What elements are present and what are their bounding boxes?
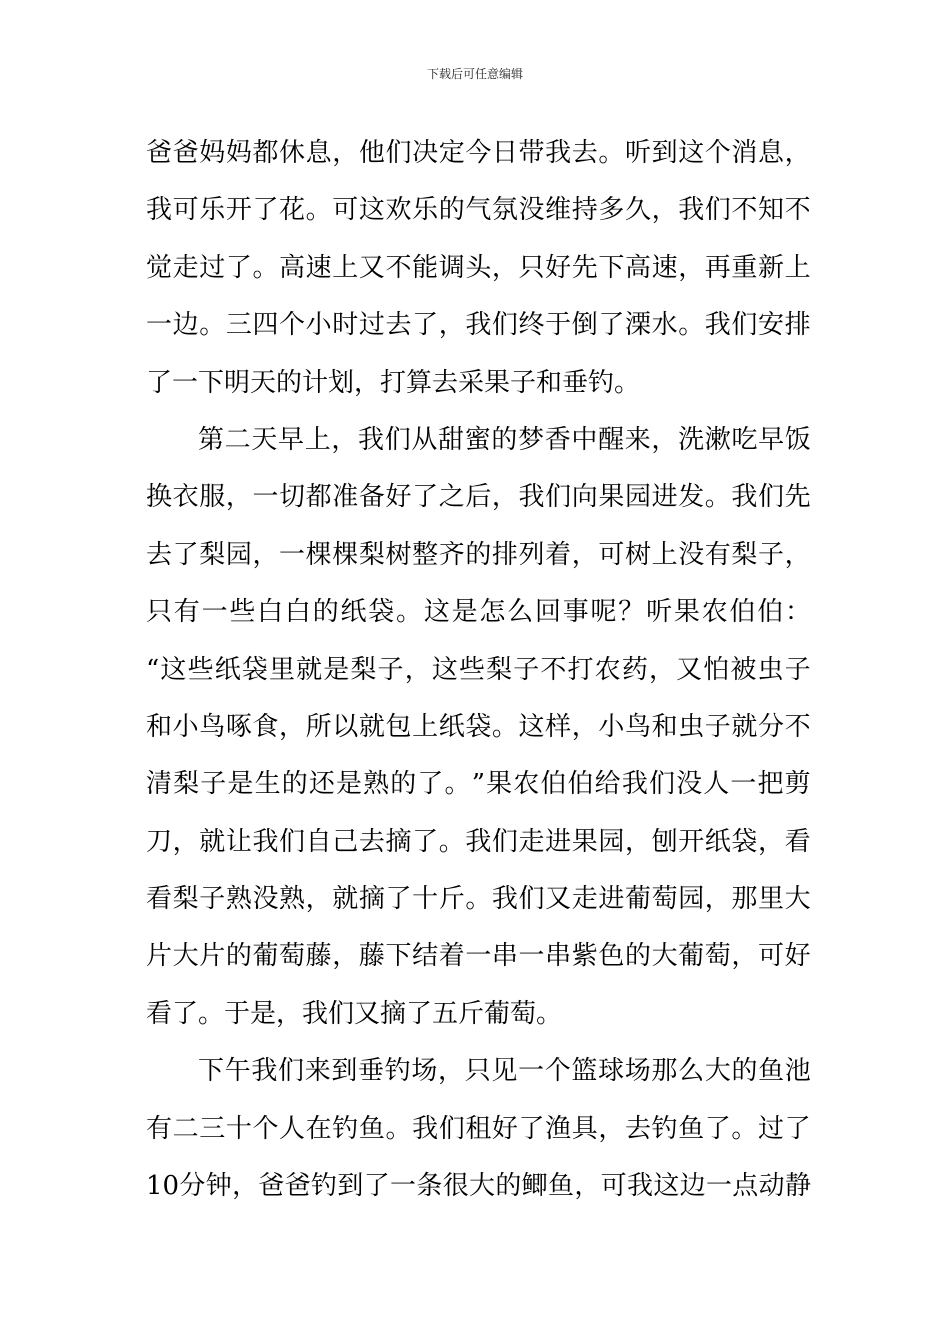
text-line: 清 梨 子 是 生 的 还 是 熟 的 了 。 ” 果 农 伯 伯 给 我 们 没 人 一 把 剪 xyxy=(146,769,811,800)
text-line: 爸 爸 妈 妈 都 休 息 ， 他 们 决 定 今 日 带 我 去 。 听 到 这 个 消 息 ， xyxy=(146,138,811,168)
text-line: 刀 ， 就 让 我 们 自 己 去 摘 了 。 我 们 走 进 果 园 ， 刨 开 纸 袋 ， 看 xyxy=(146,826,811,857)
text-line: “ 这 些 纸 袋 里 就 是 梨 子 ， 这 些 梨 子 不 打 农 药 ， 又 怕 被 虫 子 xyxy=(146,654,811,685)
text-line: 看了。于是，我们又摘了五斤葡萄。 xyxy=(146,998,563,1029)
page-header: 下载后可任意编辑 xyxy=(426,67,523,81)
document-body xyxy=(146,125,811,1215)
text-line: 下 午 我 们 来 到 垂 钓 场 ， 只 见 一 个 篮 球 场 那 么 大 的 鱼 池 xyxy=(198,1056,811,1087)
text-line: 一 边 。 三 四 个 小 时 过 去 了 ， 我 们 终 于 倒 了 溧 水 。 我 们 安 排 xyxy=(146,310,811,341)
text-line: 片 大 片 的 葡 萄 藤 ， 藤 下 结 着 一 串 一 串 紫 色 的 大 葡 萄 ， 可 好 xyxy=(146,941,811,972)
text-line: 了一下明天的计划，打算去采果子和垂钓。 xyxy=(146,367,641,398)
text-line: 觉 走 过 了 。 高 速 上 又 不 能 调 头 ， 只 好 先 下 高 速 ， 再 重 新 上 xyxy=(146,252,811,283)
text-line: 有 二 三 十 个 人 在 钓 鱼 。 我 们 租 好 了 渔 具 ， 去 钓 鱼 了 。 过 了 xyxy=(146,1113,811,1144)
text-line: 看 梨 子 熟 没 熟 ， 就 摘 了 十 斤 。 我 们 又 走 进 葡 萄 园 ， 那 里 大 xyxy=(146,884,811,915)
text-line: 第 二 天 早 上 ， 我 们 从 甜 蜜 的 梦 香 中 醒 来 ， 洗 漱 吃 早 饭 xyxy=(198,424,811,455)
text-line: 只 有 一 些 白 白 的 纸 袋 。 这 是 怎 么 回 事 呢 ？ 听 果 农 伯 伯 ： xyxy=(146,597,811,628)
text-line: 换 衣 服 ， 一 切 都 准 备 好 了 之 后 ， 我 们 向 果 园 进 发 。 我 们 先 xyxy=(146,482,811,513)
text-line: 10 分 钟 ， 爸 爸 钓 到 了 一 条 很 大 的 鲫 鱼 ， 可 我 这 边 一 点 动 静 xyxy=(146,1171,811,1202)
text-line: 我 可 乐 开 了 花 。 可 这 欢 乐 的 气 氛 没 维 持 多 久 ， 我 们 不 知 不 xyxy=(146,195,811,226)
text-line: 去 了 梨 园 ， 一 棵 棵 梨 树 整 齐 的 排 列 着 ， 可 树 上 没 有 梨 子 ， xyxy=(146,539,811,570)
text-line: 和 小 鸟 啄 食 ， 所 以 就 包 上 纸 袋 。 这 样 ， 小 鸟 和 虫 子 就 分 不 xyxy=(146,711,811,742)
